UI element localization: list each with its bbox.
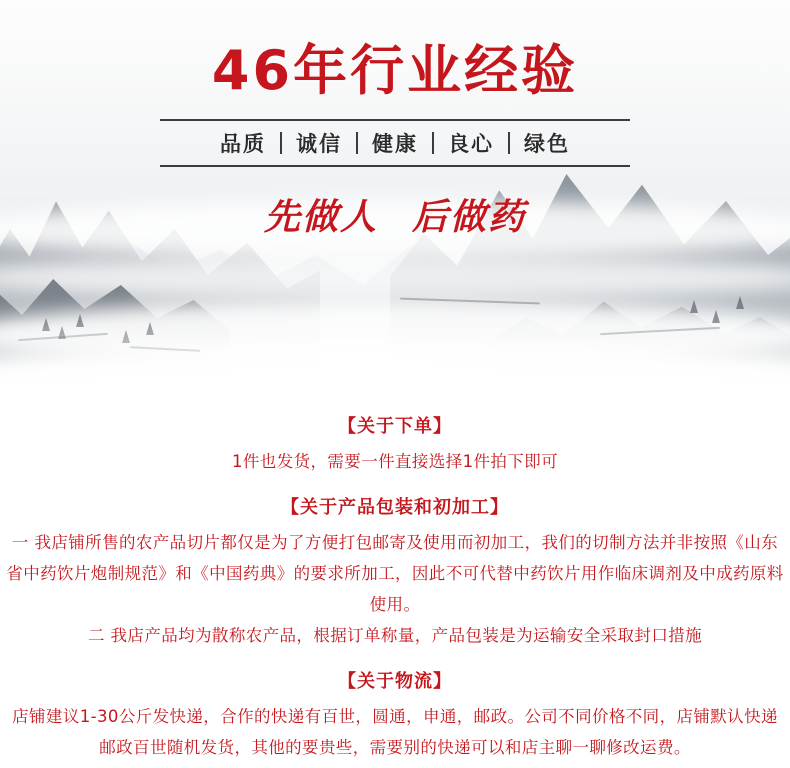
tag-conscience: 良心 (448, 132, 494, 156)
pine-tree-icon (736, 296, 744, 309)
section-paragraph-logistics: 店铺建议1-30公斤发快递，合作的快递有百世，圆通，申通，邮政。公司不同价格不同，店铺默认快递邮政百世随机发货，其他的要贵些，需要别的快递可以和店主聊一聊修改运费。 (12, 707, 778, 757)
tag-green: 绿色 (524, 132, 570, 156)
tag-integrity: 诚信 (296, 132, 342, 156)
section-paragraph-ordering: 1件也发货，需要一件直接选择1件拍下即可 (232, 452, 558, 471)
section-paragraph-packaging-2: 二 我店产品均为散称农产品，根据订单称量，产品包装是为运输安全采取封口措施 (87, 626, 703, 645)
banner-headline: 46年行业经验 (211, 39, 579, 102)
banner-text-block (0, 0, 790, 240)
banner-slogan (0, 189, 790, 240)
slogan-left: 先做人 (263, 196, 378, 238)
slogan-right: 后做药 (412, 196, 527, 238)
tag-health: 健康 (372, 132, 418, 156)
quality-tag-row (160, 119, 630, 167)
tag-quality: 品质 (220, 132, 266, 156)
section-title-logistics: 【关于物流】 (338, 671, 452, 692)
section-title-packaging: 【关于产品包装和初加工】 (281, 497, 509, 518)
banner-bottom-fade (0, 320, 790, 390)
detail-text-content (0, 390, 790, 763)
section-paragraph-packaging-1: 一 我店铺所售的农产品切片都仅是为了方便打包邮寄及使用而初加工，我们的切制方法并非按照《山东省中药饮片炮制规范》和《中国药典》的要求所加工，因此不可代替中药饮片用作临床调剂及中成药原料使用。 (6, 533, 784, 614)
pine-tree-icon (690, 300, 698, 313)
section-title-ordering: 【关于下单】 (338, 416, 452, 437)
